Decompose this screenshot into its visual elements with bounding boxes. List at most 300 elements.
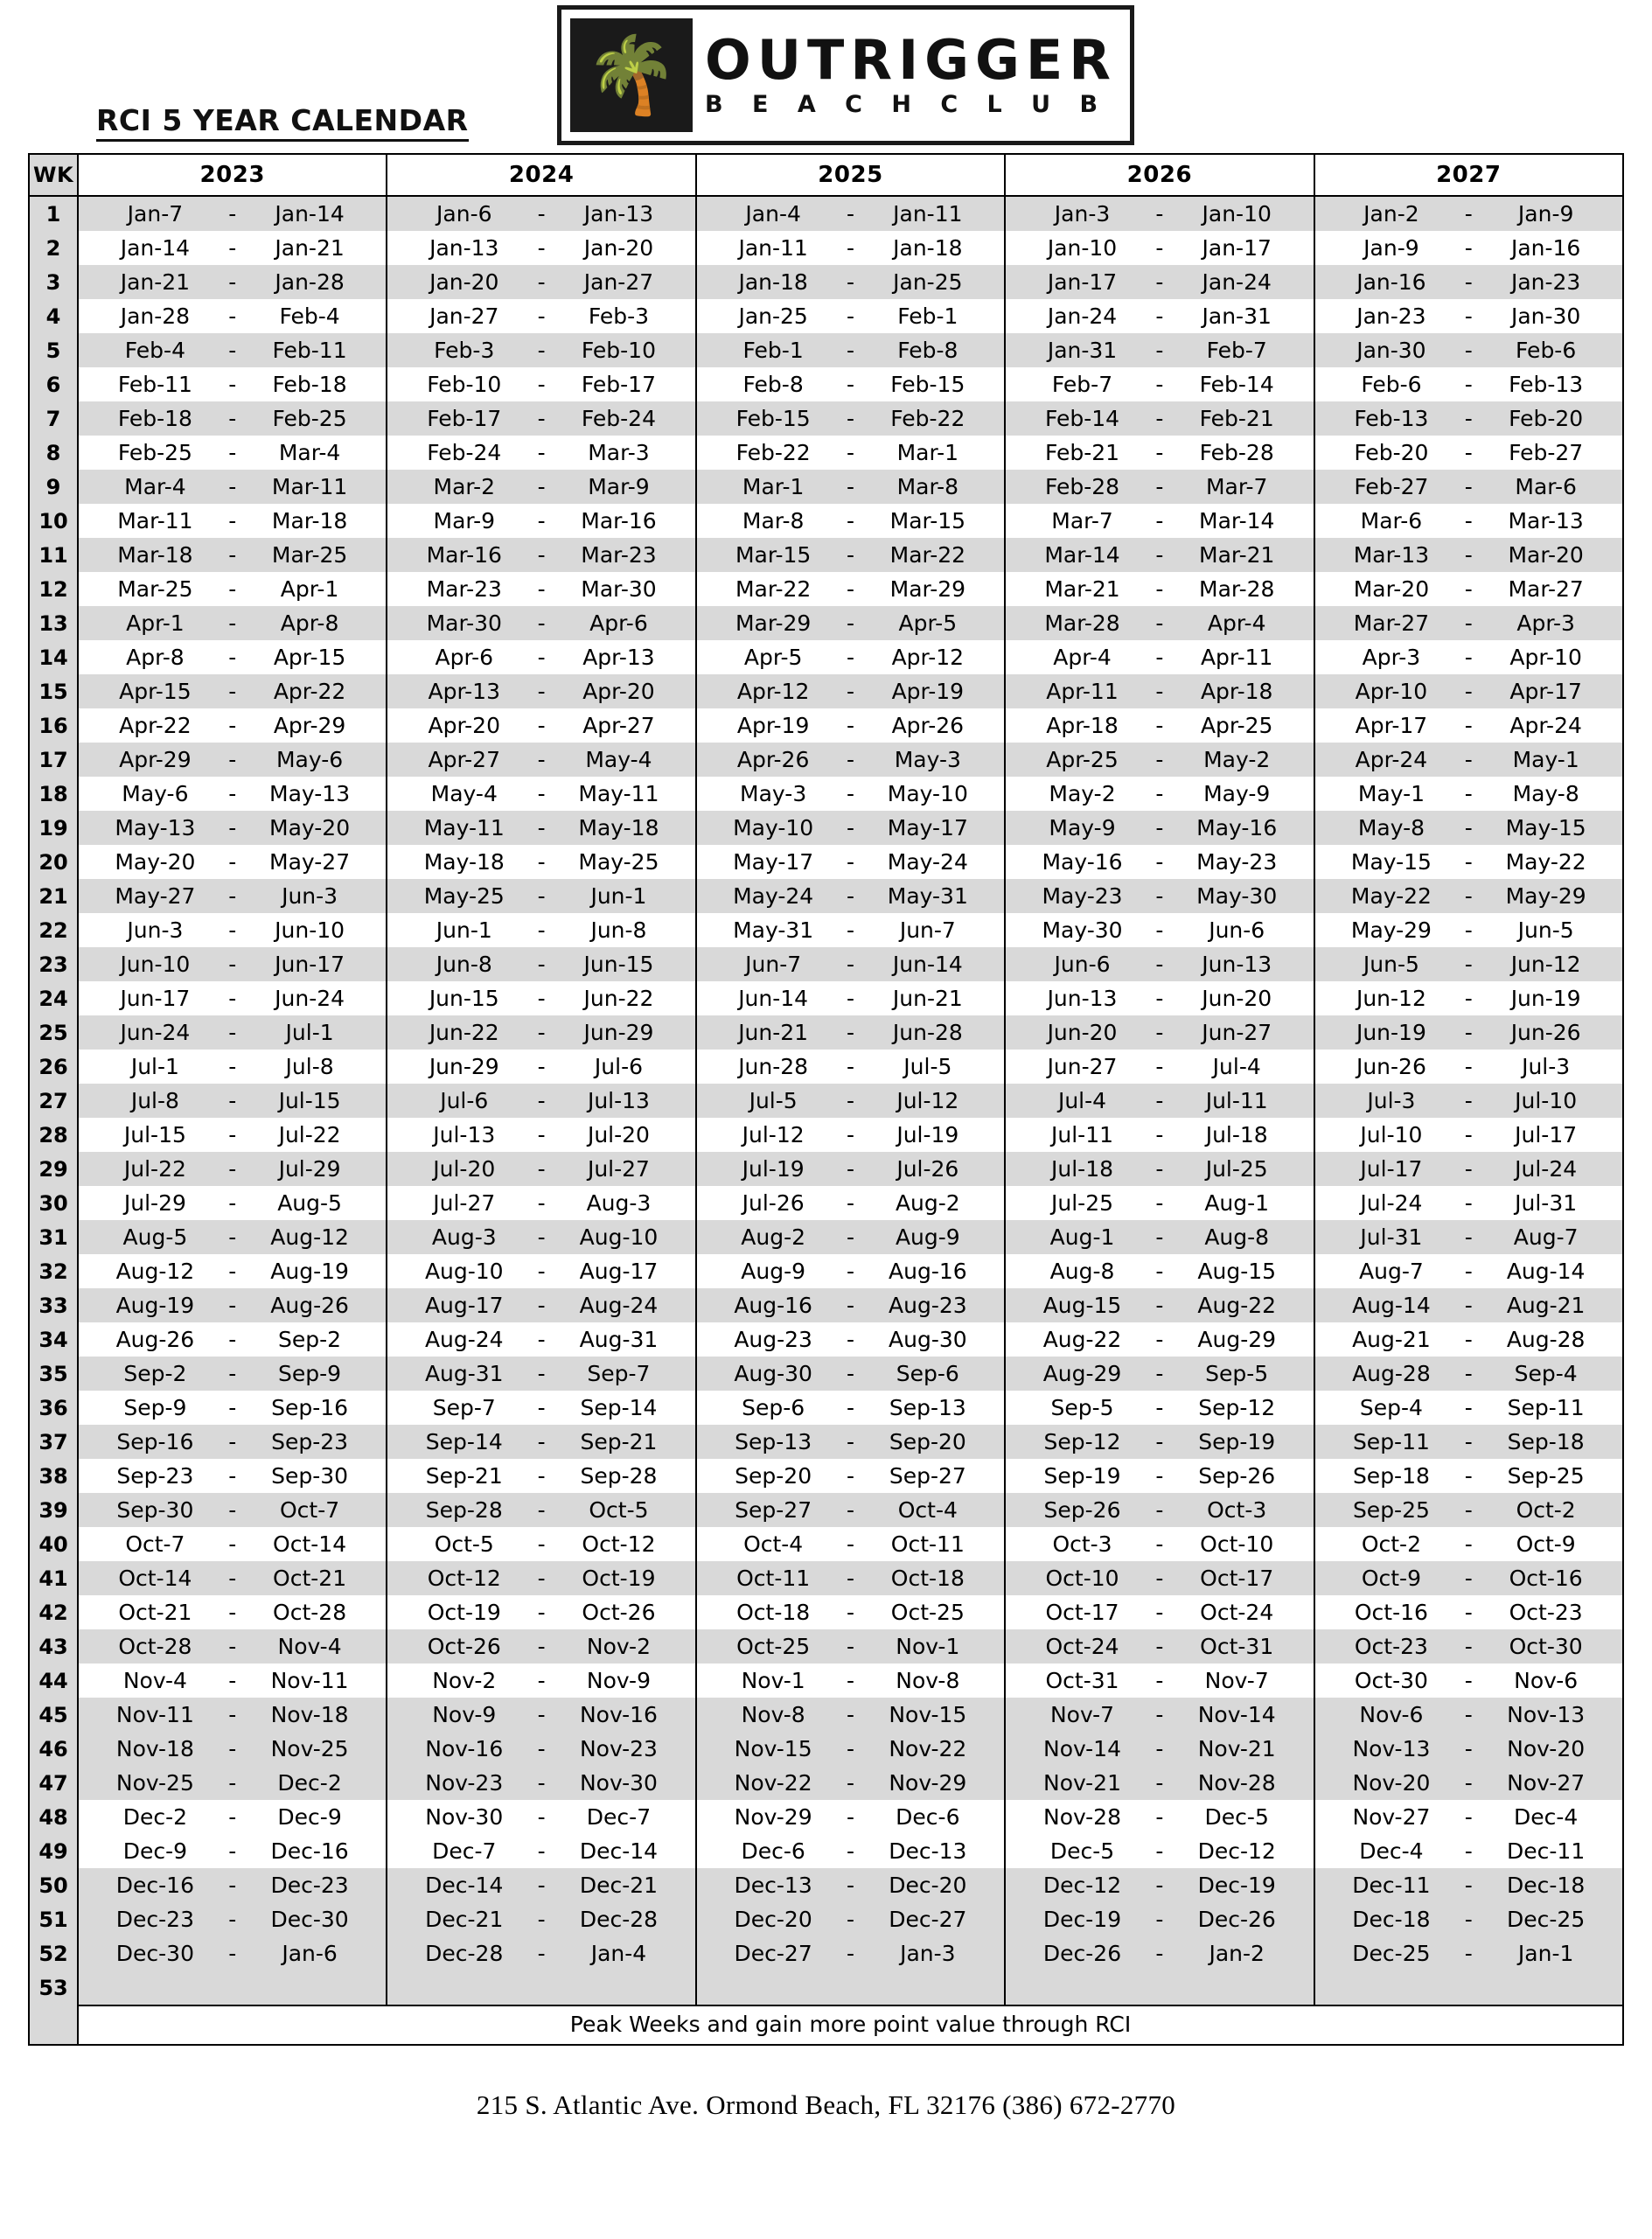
- logo-brand: OUTRIGGER: [705, 27, 1118, 92]
- week-number-cell: 40: [29, 1527, 78, 1561]
- week-span-cell: [1314, 1050, 1623, 1084]
- week-span-cell: [1005, 1220, 1314, 1254]
- footer-blank-cell: [29, 2005, 78, 2045]
- table-row: [29, 947, 1623, 981]
- week-number-cell: 46: [29, 1732, 78, 1766]
- week-span-cell: [78, 1527, 387, 1561]
- check-in-date: Aug-24: [424, 1327, 504, 1352]
- date-range-dash: -: [846, 1054, 854, 1079]
- date-range-dash: -: [1155, 1190, 1164, 1216]
- date-range-dash: -: [846, 1122, 854, 1147]
- check-out-date: Apr-4: [1207, 610, 1266, 636]
- week-span-cell: [78, 640, 387, 674]
- week-span-cell: [387, 1766, 695, 1800]
- check-out-date: Feb-24: [581, 406, 656, 431]
- date-range-dash: -: [537, 781, 546, 806]
- check-in-date: Dec-5: [1049, 1838, 1115, 1864]
- check-out-date: Feb-20: [1509, 406, 1584, 431]
- check-out-date: Jun-26: [1510, 1020, 1581, 1045]
- check-in-date: Dec-13: [734, 1873, 812, 1898]
- check-in-date: Apr-20: [428, 713, 500, 738]
- check-out-date: Oct-11: [890, 1531, 965, 1557]
- check-in-date: Jul-15: [123, 1122, 186, 1147]
- date-range-dash: -: [1464, 406, 1473, 431]
- check-out-date: Nov-4: [277, 1634, 342, 1659]
- check-out-date: Dec-23: [270, 1873, 349, 1898]
- date-range-dash: -: [228, 1293, 237, 1318]
- date-range-dash: -: [537, 1463, 546, 1489]
- check-in-date: Aug-22: [1042, 1327, 1122, 1352]
- table-row: [29, 1800, 1623, 1834]
- date-range-dash: -: [846, 645, 854, 670]
- week-span-cell: [78, 1220, 387, 1254]
- check-in-date: Mar-4: [124, 474, 186, 499]
- check-in-date: Jun-14: [738, 986, 809, 1011]
- date-range-dash: -: [846, 1463, 854, 1489]
- week-span-cell: [387, 1425, 695, 1459]
- date-range-dash: -: [1464, 610, 1473, 636]
- check-in-date: Apr-24: [1355, 747, 1428, 772]
- date-range-dash: -: [537, 883, 546, 909]
- week-span-cell: [696, 1800, 1005, 1834]
- check-out-date: Jan-20: [583, 235, 654, 261]
- date-range-dash: -: [1155, 1941, 1164, 1966]
- check-out-date: Jan-11: [893, 201, 963, 227]
- check-in-date: Dec-21: [425, 1907, 504, 1932]
- date-range-dash: -: [1155, 1907, 1164, 1932]
- date-range-dash: -: [1155, 542, 1164, 568]
- check-in-date: Oct-2: [1361, 1531, 1421, 1557]
- date-range-dash: -: [1155, 1566, 1164, 1591]
- week-number-cell: 20: [29, 845, 78, 879]
- check-out-date: Sep-23: [271, 1429, 349, 1454]
- check-in-date: Jan-13: [429, 235, 499, 261]
- check-out-date: Dec-5: [1204, 1804, 1269, 1830]
- week-number-cell: 21: [29, 879, 78, 913]
- date-range-dash: -: [846, 1838, 854, 1864]
- check-in-date: Sep-26: [1043, 1497, 1121, 1523]
- check-in-date: Feb-6: [1361, 372, 1422, 397]
- check-in-date: Aug-12: [115, 1259, 195, 1284]
- check-in-date: Jun-12: [1356, 986, 1426, 1011]
- week-span-cell: [1005, 1664, 1314, 1698]
- date-range-dash: -: [1155, 338, 1164, 363]
- date-range-dash: -: [1464, 542, 1473, 568]
- week-span-cell: [696, 265, 1005, 299]
- check-in-date: Sep-30: [116, 1497, 194, 1523]
- week-span-cell: [1005, 572, 1314, 606]
- date-range-dash: -: [1155, 201, 1164, 227]
- check-out-date: Feb-3: [588, 303, 650, 329]
- check-in-date: May-16: [1042, 849, 1123, 875]
- week-span-cell: [696, 572, 1005, 606]
- column-header-year-2024: 2024: [387, 154, 695, 196]
- date-range-dash: -: [537, 474, 546, 499]
- week-span-cell: [696, 1732, 1005, 1766]
- check-out-date: Oct-23: [1509, 1600, 1583, 1625]
- check-out-date: Nov-28: [1197, 1770, 1276, 1796]
- check-out-date: May-10: [887, 781, 968, 806]
- week-number-cell: 7: [29, 401, 78, 436]
- check-in-date: Nov-21: [1043, 1770, 1121, 1796]
- check-in-date: Apr-4: [1053, 645, 1112, 670]
- date-range-dash: -: [846, 1395, 854, 1420]
- date-range-dash: -: [1464, 1804, 1473, 1830]
- check-out-date: Aug-24: [579, 1293, 659, 1318]
- date-range-dash: -: [1464, 917, 1473, 943]
- check-out-date: Jun-6: [1209, 917, 1265, 943]
- check-in-date: Jan-6: [436, 201, 492, 227]
- week-span-cell: [1314, 811, 1623, 845]
- date-range-dash: -: [846, 1293, 854, 1318]
- check-in-date: Apr-27: [428, 747, 500, 772]
- check-in-date: Jun-24: [120, 1020, 191, 1045]
- week-span-cell: [78, 879, 387, 913]
- check-out-date: May-13: [269, 781, 351, 806]
- check-out-date: Jun-12: [1510, 952, 1581, 977]
- date-range-dash: -: [1155, 1020, 1164, 1045]
- week-span-cell: [78, 777, 387, 811]
- check-in-date: Aug-8: [1049, 1259, 1115, 1284]
- date-range-dash: -: [1155, 1224, 1164, 1250]
- date-range-dash: -: [846, 303, 854, 329]
- check-in-date: Nov-23: [425, 1770, 504, 1796]
- week-span-cell: [1005, 879, 1314, 913]
- date-range-dash: -: [846, 1634, 854, 1659]
- week-span-cell: [1005, 1800, 1314, 1834]
- check-out-date: Aug-12: [270, 1224, 349, 1250]
- check-out-date: Dec-26: [1197, 1907, 1276, 1932]
- week-span-cell: [387, 1322, 695, 1357]
- week-number-cell: 6: [29, 367, 78, 401]
- date-range-dash: -: [537, 815, 546, 840]
- week-span-cell: [696, 1868, 1005, 1902]
- date-range-dash: -: [228, 372, 237, 397]
- check-out-date: Jun-1: [590, 883, 647, 909]
- check-out-date: Nov-30: [579, 1770, 658, 1796]
- week-span-cell: [387, 777, 695, 811]
- date-range-dash: -: [1155, 1429, 1164, 1454]
- week-span-cell: [1005, 640, 1314, 674]
- check-out-date: Nov-9: [586, 1668, 651, 1693]
- table-row: [29, 845, 1623, 879]
- date-range-dash: -: [846, 1531, 854, 1557]
- week-span-cell: [1005, 913, 1314, 947]
- date-range-dash: -: [1464, 781, 1473, 806]
- date-range-dash: -: [846, 1259, 854, 1284]
- check-in-date: Feb-1: [742, 338, 804, 363]
- check-in-date: Oct-21: [118, 1600, 192, 1625]
- check-in-date: Mar-21: [1044, 576, 1120, 602]
- table-row: [29, 1595, 1623, 1629]
- date-range-dash: -: [1464, 713, 1473, 738]
- check-in-date: Aug-28: [1352, 1361, 1431, 1386]
- date-range-dash: -: [1464, 303, 1473, 329]
- date-range-dash: -: [846, 1156, 854, 1182]
- check-in-date: Nov-25: [115, 1770, 194, 1796]
- check-in-date: Jul-12: [742, 1122, 805, 1147]
- check-in-date: May-23: [1042, 883, 1123, 909]
- week-span-cell: [1005, 299, 1314, 333]
- check-out-date: Mar-28: [1199, 576, 1275, 602]
- check-out-date: Apr-11: [1200, 645, 1273, 670]
- week-span-cell: [1005, 1698, 1314, 1732]
- check-in-date: Jan-2: [1363, 201, 1419, 227]
- week-span-cell: [1314, 1664, 1623, 1698]
- date-range-dash: -: [228, 1531, 237, 1557]
- date-range-dash: -: [228, 1634, 237, 1659]
- check-out-date: Mar-29: [889, 576, 966, 602]
- check-in-date: Jun-8: [436, 952, 492, 977]
- check-in-date: Jan-10: [1047, 235, 1118, 261]
- check-in-date: Jan-23: [1356, 303, 1426, 329]
- check-in-date: Jan-17: [1047, 269, 1118, 295]
- date-range-dash: -: [1464, 1702, 1473, 1727]
- date-range-dash: -: [228, 610, 237, 636]
- table-row: [29, 333, 1623, 367]
- date-range-dash: -: [537, 269, 546, 295]
- date-range-dash: -: [846, 917, 854, 943]
- date-range-dash: -: [846, 372, 854, 397]
- check-out-date: Aug-17: [579, 1259, 659, 1284]
- table-row: [29, 913, 1623, 947]
- date-range-dash: -: [228, 713, 237, 738]
- date-range-dash: -: [537, 849, 546, 875]
- week-span-cell: [696, 401, 1005, 436]
- check-out-date: Dec-18: [1507, 1873, 1586, 1898]
- check-in-date: Feb-22: [735, 440, 811, 465]
- page-title: RCI 5 YEAR CALENDAR: [96, 103, 469, 142]
- date-range-dash: -: [1464, 201, 1473, 227]
- check-in-date: Jul-25: [1051, 1190, 1114, 1216]
- check-in-date: May-1: [1357, 781, 1425, 806]
- check-out-date: Jan-28: [275, 269, 345, 295]
- week-span-cell: [387, 1357, 695, 1391]
- date-range-dash: -: [228, 1941, 237, 1966]
- week-number-cell: 39: [29, 1493, 78, 1527]
- check-in-date: Mar-8: [742, 508, 805, 534]
- check-out-date: Jun-20: [1202, 986, 1272, 1011]
- week-span-cell: [387, 981, 695, 1015]
- week-span-cell: [78, 1118, 387, 1152]
- check-out-date: Nov-16: [579, 1702, 658, 1727]
- date-range-dash: -: [1464, 747, 1473, 772]
- date-range-dash: -: [228, 406, 237, 431]
- week-span-cell: [387, 1970, 695, 2005]
- check-out-date: Jul-12: [896, 1088, 959, 1113]
- week-span-cell: [1005, 811, 1314, 845]
- date-range-dash: -: [1464, 372, 1473, 397]
- check-out-date: Jul-25: [1205, 1156, 1268, 1182]
- check-in-date: May-9: [1049, 815, 1116, 840]
- week-number-cell: 31: [29, 1220, 78, 1254]
- check-out-date: Mar-23: [581, 542, 657, 568]
- table-row: [29, 777, 1623, 811]
- table-row: [29, 1118, 1623, 1152]
- check-out-date: May-29: [1505, 883, 1586, 909]
- check-in-date: Jan-28: [120, 303, 191, 329]
- check-in-date: Sep-25: [1352, 1497, 1430, 1523]
- date-range-dash: -: [228, 1327, 237, 1352]
- check-in-date: Feb-3: [434, 338, 495, 363]
- date-range-dash: -: [228, 542, 237, 568]
- date-range-dash: -: [228, 338, 237, 363]
- table-row: [29, 640, 1623, 674]
- check-out-date: Apr-6: [589, 610, 648, 636]
- check-out-date: Sep-20: [889, 1429, 966, 1454]
- check-out-date: Apr-29: [273, 713, 346, 738]
- week-number-cell: 50: [29, 1868, 78, 1902]
- check-out-date: Sep-28: [580, 1463, 658, 1489]
- week-span-cell: [1314, 674, 1623, 708]
- check-in-date: Jul-5: [749, 1088, 798, 1113]
- check-out-date: Sep-13: [889, 1395, 966, 1420]
- check-out-date: Apr-20: [582, 679, 655, 704]
- date-range-dash: -: [228, 1702, 237, 1727]
- date-range-dash: -: [846, 849, 854, 875]
- check-out-date: Jul-5: [903, 1054, 952, 1079]
- week-number-cell: 23: [29, 947, 78, 981]
- check-out-date: Aug-1: [1204, 1190, 1270, 1216]
- date-range-dash: -: [1155, 1736, 1164, 1761]
- check-out-date: Jan-16: [1510, 235, 1581, 261]
- week-span-cell: [696, 1629, 1005, 1664]
- week-number-cell: 29: [29, 1152, 78, 1186]
- date-range-dash: -: [846, 201, 854, 227]
- date-range-dash: -: [228, 235, 237, 261]
- date-range-dash: -: [537, 1361, 546, 1386]
- date-range-dash: -: [1464, 1190, 1473, 1216]
- check-out-date: Sep-27: [889, 1463, 966, 1489]
- check-in-date: Feb-25: [117, 440, 192, 465]
- date-range-dash: -: [846, 269, 854, 295]
- week-span-cell: [1314, 1357, 1623, 1391]
- check-out-date: Nov-23: [579, 1736, 658, 1761]
- check-in-date: Apr-8: [126, 645, 185, 670]
- week-number-cell: 37: [29, 1425, 78, 1459]
- week-span-cell: [1005, 1050, 1314, 1084]
- week-span-cell: [78, 674, 387, 708]
- check-in-date: Jul-26: [742, 1190, 805, 1216]
- check-in-date: Sep-13: [735, 1429, 812, 1454]
- week-span-cell: [78, 1391, 387, 1425]
- check-out-date: Jul-15: [278, 1088, 341, 1113]
- date-range-dash: -: [228, 576, 237, 602]
- check-out-date: Jan-2: [1209, 1941, 1265, 1966]
- check-in-date: Sep-23: [116, 1463, 194, 1489]
- week-span-cell: [696, 1493, 1005, 1527]
- week-span-cell: [1314, 879, 1623, 913]
- table-row: [29, 1322, 1623, 1357]
- check-in-date: Oct-4: [743, 1531, 804, 1557]
- date-range-dash: -: [537, 440, 546, 465]
- check-out-date: Sep-4: [1514, 1361, 1578, 1386]
- date-range-dash: -: [228, 1770, 237, 1796]
- date-range-dash: -: [846, 1566, 854, 1591]
- check-in-date: Sep-16: [116, 1429, 194, 1454]
- check-out-date: Jun-10: [275, 917, 345, 943]
- table-row: [29, 299, 1623, 333]
- date-range-dash: -: [1155, 406, 1164, 431]
- week-number-cell: 14: [29, 640, 78, 674]
- check-out-date: Dec-28: [579, 1907, 659, 1932]
- check-in-date: May-3: [740, 781, 807, 806]
- week-span-cell: [387, 538, 695, 572]
- check-in-date: Jul-8: [130, 1088, 179, 1113]
- week-number-cell: 35: [29, 1357, 78, 1391]
- check-in-date: Dec-19: [1042, 1907, 1122, 1932]
- table-row: [29, 1902, 1623, 1936]
- check-out-date: Mar-7: [1205, 474, 1268, 499]
- check-out-date: Apr-27: [582, 713, 655, 738]
- week-number-cell: 28: [29, 1118, 78, 1152]
- check-in-date: Oct-7: [125, 1531, 185, 1557]
- week-span-cell: [696, 1561, 1005, 1595]
- date-range-dash: -: [846, 1736, 854, 1761]
- check-in-date: Oct-17: [1045, 1600, 1119, 1625]
- date-range-dash: -: [537, 1122, 546, 1147]
- date-range-dash: -: [1155, 1838, 1164, 1864]
- check-in-date: Apr-18: [1046, 713, 1119, 738]
- check-out-date: Aug-16: [889, 1259, 967, 1284]
- week-span-cell: [1314, 436, 1623, 470]
- date-range-dash: -: [537, 508, 546, 534]
- week-span-cell: [387, 1698, 695, 1732]
- week-span-cell: [696, 436, 1005, 470]
- date-range-dash: -: [846, 1361, 854, 1386]
- date-range-dash: -: [846, 235, 854, 261]
- check-out-date: Dec-20: [889, 1873, 967, 1898]
- date-range-dash: -: [537, 1190, 546, 1216]
- check-out-date: Dec-9: [277, 1804, 342, 1830]
- week-span-cell: [1005, 504, 1314, 538]
- check-in-date: Apr-22: [119, 713, 192, 738]
- check-in-date: Apr-25: [1046, 747, 1119, 772]
- check-in-date: Nov-28: [1043, 1804, 1121, 1830]
- date-range-dash: -: [1464, 1429, 1473, 1454]
- date-range-dash: -: [228, 747, 237, 772]
- date-range-dash: -: [1464, 849, 1473, 875]
- check-out-date: Nov-22: [889, 1736, 967, 1761]
- date-range-dash: -: [228, 1804, 237, 1830]
- check-out-date: Aug-9: [895, 1224, 960, 1250]
- check-in-date: Jul-17: [1360, 1156, 1423, 1182]
- check-in-date: Sep-19: [1043, 1463, 1121, 1489]
- check-out-date: May-23: [1196, 849, 1278, 875]
- column-header-year-2027: 2027: [1314, 154, 1623, 196]
- week-span-cell: [78, 1425, 387, 1459]
- date-range-dash: -: [846, 815, 854, 840]
- date-range-dash: -: [1155, 1327, 1164, 1352]
- table-row: [29, 811, 1623, 845]
- check-out-date: Jan-27: [583, 269, 654, 295]
- date-range-dash: -: [1155, 1259, 1164, 1284]
- week-span-cell: [1314, 1254, 1623, 1288]
- date-range-dash: -: [228, 474, 237, 499]
- week-number-cell: 13: [29, 606, 78, 640]
- check-out-date: Jan-21: [275, 235, 345, 261]
- table-row: [29, 1664, 1623, 1698]
- week-span-cell: [387, 606, 695, 640]
- date-range-dash: -: [228, 1224, 237, 1250]
- check-out-date: Sep-25: [1507, 1463, 1585, 1489]
- check-in-date: Oct-24: [1045, 1634, 1119, 1659]
- week-span-cell: [387, 1084, 695, 1118]
- check-in-date: Aug-29: [1042, 1361, 1122, 1386]
- check-out-date: Apr-10: [1509, 645, 1582, 670]
- date-range-dash: -: [1155, 781, 1164, 806]
- check-in-date: Aug-31: [424, 1361, 504, 1386]
